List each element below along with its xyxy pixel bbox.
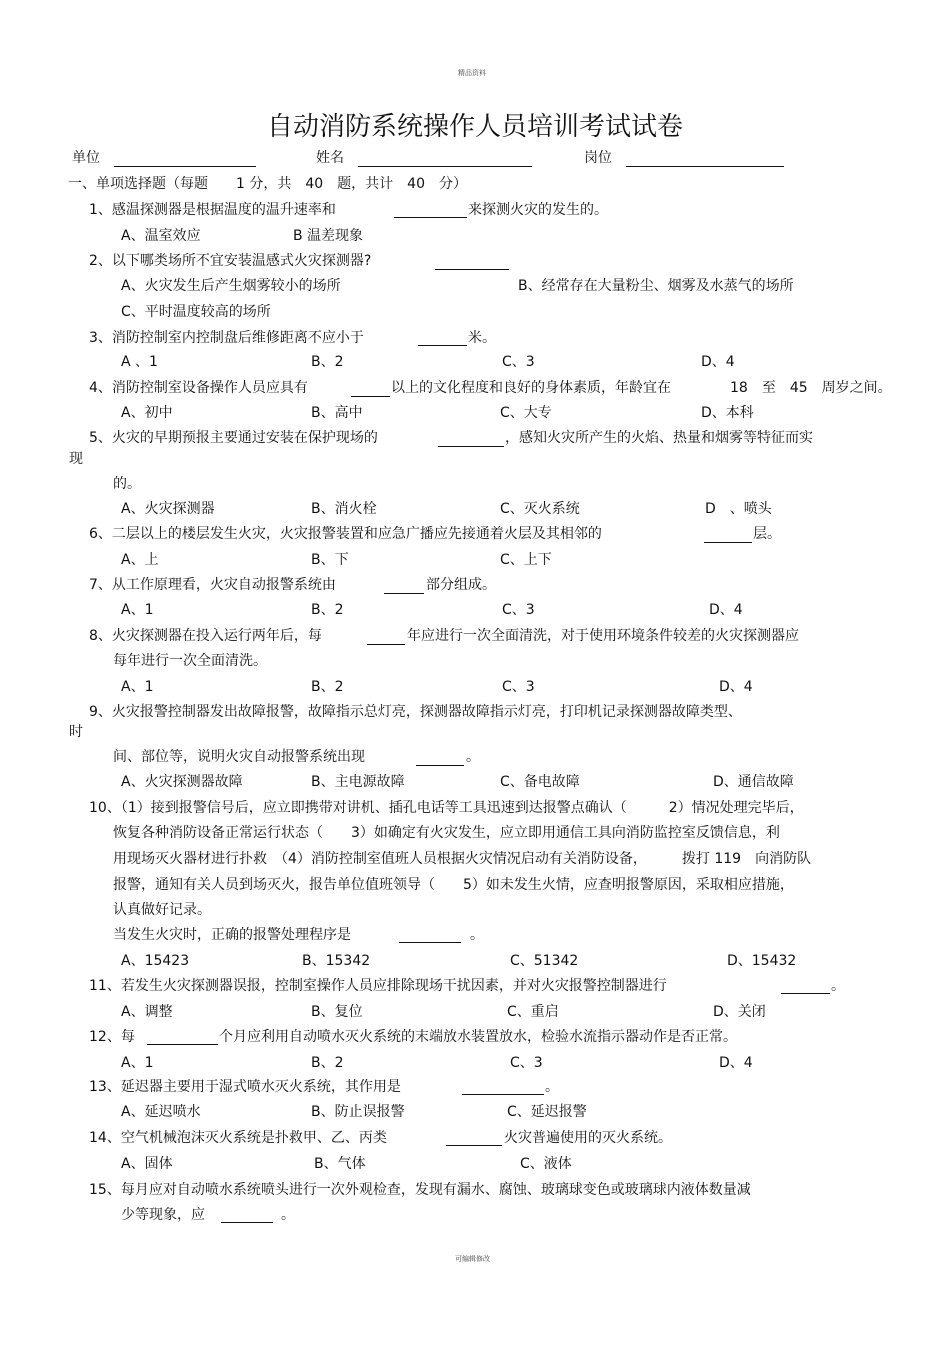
question-text: 2、以下哪类场所不宜安装温感式火灾探测器? bbox=[89, 253, 372, 269]
question-text: 报警，通知有关人员到场灭火，报告单位值班领导（ 5）如未发生火情，应查明报警原因，采取相应措施， bbox=[113, 877, 794, 893]
footer-note: 可编辑修改 bbox=[455, 1255, 490, 1263]
question-text: 用现场灭火器材进行扑救 （4）消防控制室值班人员根据火灾情况启动有关消防设备， 拨打 119 向消防队 bbox=[113, 851, 812, 867]
option: C、液体 bbox=[520, 1156, 572, 1172]
answer-blank[interactable] bbox=[416, 765, 464, 766]
question-text: 恢复各种消防设备正常运行状态（ 3）如确定有火灾发生，应立即用通信工具向消防监控室反馈信息，利 bbox=[113, 825, 780, 841]
question-text: 年应进行一次全面清洗，对于使用环境条件较差的火灾探测器应 bbox=[407, 628, 799, 644]
option: B、主电源故障 bbox=[311, 774, 405, 790]
option: D 、喷头 bbox=[705, 501, 772, 517]
option: C、51342 bbox=[510, 953, 579, 969]
option: C、大专 bbox=[500, 405, 552, 421]
option: A、初中 bbox=[121, 405, 173, 421]
question-text: 以上的文化程度和良好的身体素质，年龄宜在 bbox=[391, 380, 671, 396]
answer-blank[interactable] bbox=[351, 396, 390, 397]
unit-label: 单位 bbox=[72, 150, 100, 166]
answer-blank[interactable] bbox=[147, 1044, 218, 1045]
question-text: 间、部位等，说明火灾自动报警系统出现 bbox=[113, 749, 365, 765]
answer-blank[interactable] bbox=[221, 1222, 273, 1223]
option: C、平时温度较高的场所 bbox=[121, 304, 271, 320]
question-text: 13、延迟器主要用于湿式喷水灭火系统，其作用是 bbox=[89, 1079, 401, 1095]
question-text: 11、若发生火灾探测器误报，控制室操作人员应排除现场干扰因素，并对火灾报警控制器进行 bbox=[89, 978, 667, 994]
answer-blank[interactable] bbox=[435, 269, 509, 270]
question-text: 的。 bbox=[113, 476, 141, 492]
section-heading: 一、单项选择题（每题 1 分，共 40 题，共计 40 分） bbox=[68, 176, 467, 192]
option: D、本科 bbox=[701, 405, 754, 421]
question-text: 6、二层以上的楼层发生火灾，火灾报警装置和应急广播应先接通着火层及其相邻的 bbox=[89, 526, 602, 542]
option: C、备电故障 bbox=[500, 774, 580, 790]
question-text: ，感知火灾所产生的火焰、热量和烟雾等特征而实 bbox=[505, 430, 813, 446]
option: D、15432 bbox=[727, 953, 797, 969]
option: D、4 bbox=[719, 679, 753, 695]
question-text: 来探测火灾的发生的。 bbox=[468, 202, 608, 218]
question-text: 。 bbox=[466, 749, 480, 765]
question-text: 每年进行一次全面清洗。 bbox=[113, 653, 267, 669]
question-text: 3、消防控制室内控制盘后维修距离不应小于 bbox=[89, 330, 364, 346]
answer-blank[interactable] bbox=[704, 542, 752, 543]
unit-field[interactable] bbox=[114, 166, 256, 167]
question-text: 少等现象，应 bbox=[121, 1207, 205, 1223]
page-title: 自动消防系统操作人员培训考试试卷 bbox=[266, 112, 683, 142]
answer-blank[interactable] bbox=[394, 217, 467, 218]
option: B、2 bbox=[311, 1055, 344, 1071]
question-text: 9、火灾报警控制器发出故障报警，故障指示总灯亮，探测器故障指示灯亮，打印机记录探测器故障类型、 bbox=[89, 704, 742, 720]
option: A、火灾探测器故障 bbox=[121, 774, 243, 790]
option: B、2 bbox=[311, 354, 344, 370]
question-text: 当发生火灾时，正确的报警处理程序是 bbox=[113, 927, 351, 943]
option: B、2 bbox=[311, 602, 344, 618]
option: B、2 bbox=[311, 679, 344, 695]
question-text: 认真做好记录。 bbox=[113, 902, 211, 918]
option: A、1 bbox=[121, 1055, 154, 1071]
option: C、延迟报警 bbox=[507, 1104, 587, 1120]
question-text: 12、每 bbox=[89, 1029, 135, 1045]
post-field[interactable] bbox=[626, 166, 784, 167]
question-text: 。 bbox=[831, 978, 845, 994]
question-text: 8、火灾探测器在投入运行两年后，每 bbox=[89, 628, 322, 644]
question-text: 10、（1）接到报警信号后，应立即携带对讲机、插孔电话等工具迅速到达报警点确认（ 2）情况处理完毕后， bbox=[89, 800, 804, 816]
option: C、上下 bbox=[500, 552, 552, 568]
option: A、15423 bbox=[121, 953, 190, 969]
name-field[interactable] bbox=[358, 166, 532, 167]
option: D、4 bbox=[709, 602, 743, 618]
question-text: 。 bbox=[545, 1079, 559, 1095]
name-label: 姓名 bbox=[316, 150, 344, 166]
question-text: 7、从工作原理看，火灾自动报警系统由 bbox=[89, 577, 336, 593]
option: A、温室效应 bbox=[121, 228, 201, 244]
option: C、3 bbox=[510, 1055, 543, 1071]
option: B 温差现象 bbox=[293, 228, 364, 244]
answer-blank[interactable] bbox=[367, 644, 405, 645]
option: A、固体 bbox=[121, 1156, 173, 1172]
option: C、灭火系统 bbox=[500, 501, 580, 517]
option: C、重启 bbox=[507, 1004, 559, 1020]
option: B、复位 bbox=[311, 1004, 363, 1020]
option: D、4 bbox=[719, 1055, 753, 1071]
answer-blank[interactable] bbox=[399, 942, 461, 943]
question-text: 1、感温探测器是根据温度的温升速率和 bbox=[89, 202, 336, 218]
question-text: 部分组成。 bbox=[426, 577, 496, 593]
answer-blank[interactable] bbox=[384, 593, 424, 594]
answer-blank[interactable] bbox=[438, 446, 504, 447]
answer-blank[interactable] bbox=[462, 1094, 544, 1095]
option: A、1 bbox=[121, 679, 154, 695]
question-text: 。 bbox=[470, 927, 484, 943]
question-text: 5、火灾的早期预报主要通过安装在保护现场的 bbox=[89, 430, 378, 446]
question-text: 米。 bbox=[468, 330, 496, 346]
option: A、火灾探测器 bbox=[121, 501, 215, 517]
option: B、15342 bbox=[302, 953, 371, 969]
question-text: 15、每月应对自动喷水系统喷头进行一次外观检查，发现有漏水、腐蚀、玻璃球变色或玻璃球内液体数量减 bbox=[89, 1182, 751, 1198]
option: D、4 bbox=[701, 354, 735, 370]
option: A、调整 bbox=[121, 1004, 173, 1020]
option: A、延迟喷水 bbox=[121, 1104, 201, 1120]
question-text: 层。 bbox=[753, 526, 781, 542]
question-text: 现 bbox=[69, 451, 83, 467]
option: B、高中 bbox=[311, 405, 363, 421]
question-text: 个月应利用自动喷水灭火系统的末端放水装置放水，检验水流指示器动作是否正常。 bbox=[219, 1029, 737, 1045]
question-text: 4、消防控制室设备操作人员应具有 bbox=[89, 380, 308, 396]
question-text: 火灾普遍使用的灭火系统。 bbox=[504, 1130, 672, 1146]
answer-blank[interactable] bbox=[418, 345, 467, 346]
option: B、经常存在大量粉尘、烟雾及水蒸气的场所 bbox=[518, 278, 794, 294]
option: A、上 bbox=[121, 552, 159, 568]
header-note: 精品资料 bbox=[458, 69, 486, 77]
post-label: 岗位 bbox=[584, 150, 612, 166]
option: D、通信故障 bbox=[713, 774, 794, 790]
question-text: 14、空气机械泡沫灭火系统是扑救甲、乙、丙类 bbox=[89, 1130, 387, 1146]
option: A、火灾发生后产生烟雾较小的场所 bbox=[121, 278, 341, 294]
answer-blank[interactable] bbox=[781, 993, 830, 994]
question-text: 。 bbox=[281, 1207, 295, 1223]
option: D、关闭 bbox=[713, 1004, 766, 1020]
option: A 、1 bbox=[121, 354, 158, 370]
question-text: 18 至 45 周岁之间。 bbox=[730, 380, 892, 396]
question-text: 时 bbox=[69, 724, 83, 740]
option: C、3 bbox=[502, 354, 535, 370]
option: B、防止误报警 bbox=[311, 1104, 405, 1120]
option: B、消火栓 bbox=[311, 501, 377, 517]
option: C、3 bbox=[502, 602, 535, 618]
option: C、3 bbox=[502, 679, 535, 695]
option: B、下 bbox=[311, 552, 349, 568]
option: A、1 bbox=[121, 602, 154, 618]
option: B、气体 bbox=[314, 1156, 366, 1172]
answer-blank[interactable] bbox=[446, 1145, 502, 1146]
